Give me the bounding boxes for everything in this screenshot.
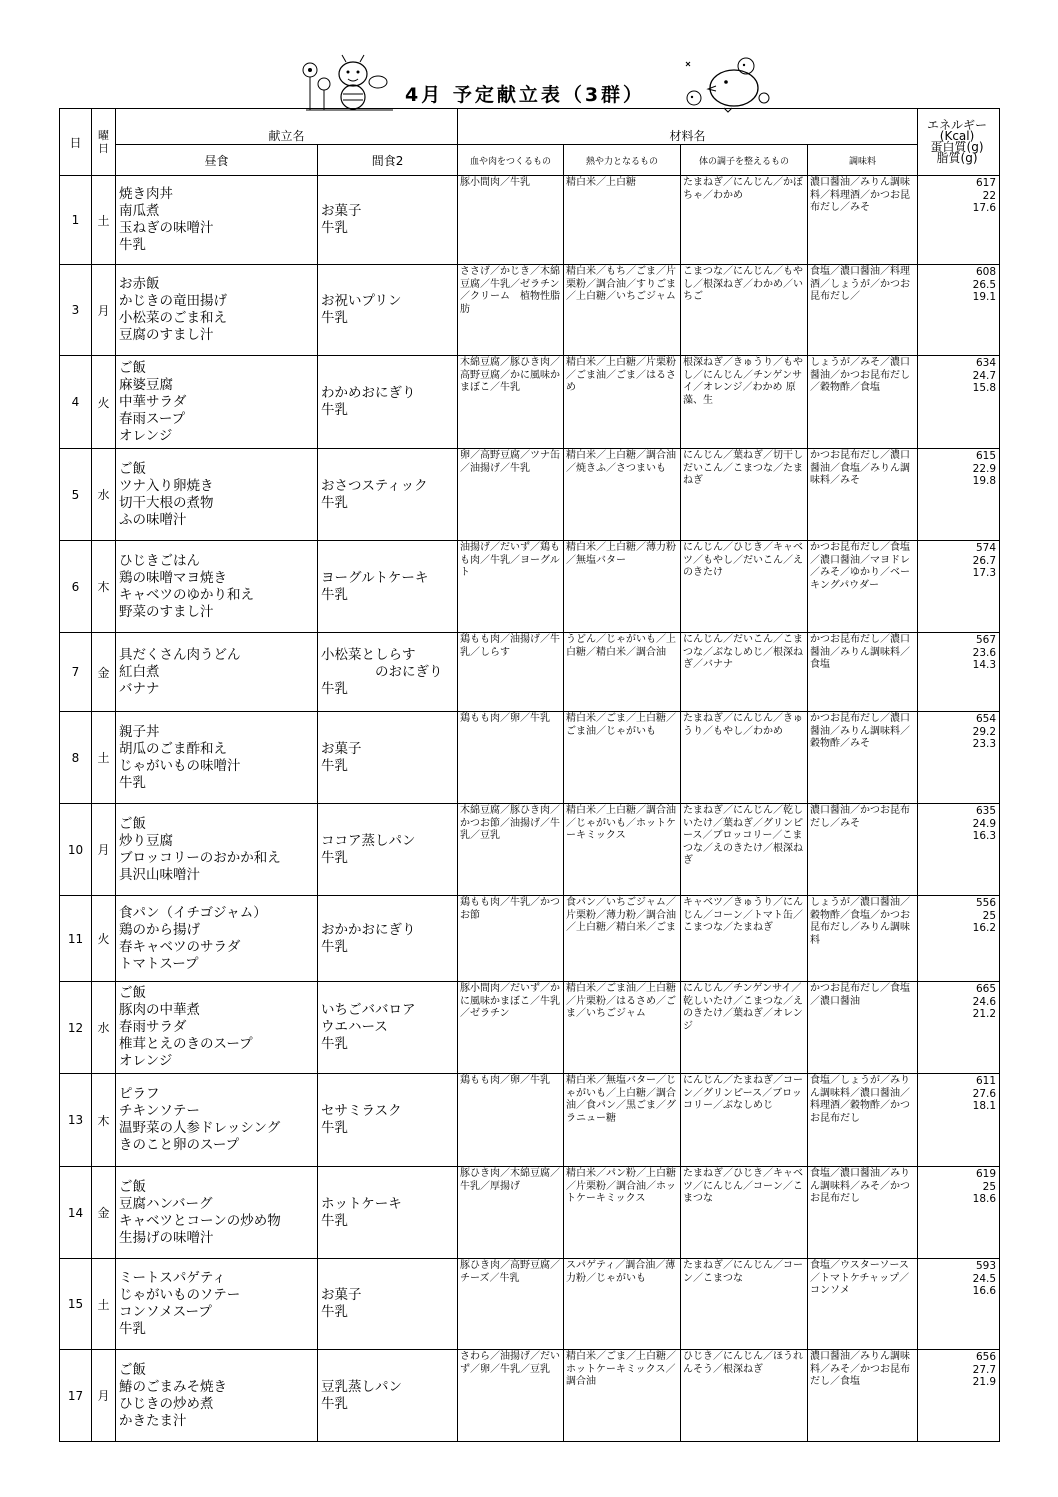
header-menu-group: 献立名 xyxy=(116,109,458,145)
nutrition-fat: 17.6 xyxy=(972,202,997,214)
header-energy: エネルギー(Kcal) xyxy=(927,118,988,143)
weekday-cell: 火 xyxy=(92,896,116,982)
nutrition-cell xyxy=(918,541,1000,633)
snack-item: ココア蒸しパン xyxy=(321,832,416,849)
nutrition-cell xyxy=(918,356,1000,449)
lunch-dish: ひじきの炒め煮 xyxy=(119,1395,214,1412)
seasoning-cell: 食塩／濃口醤油／料理酒／しょうが／かつお昆布だし／ xyxy=(808,265,918,356)
nutrition-protein: 24.6 xyxy=(972,995,997,1008)
nutrition-kcal: 556 xyxy=(975,897,997,909)
snack-item: 牛乳 xyxy=(321,1212,348,1229)
snack-item: 牛乳 xyxy=(321,586,348,603)
lunch-cell xyxy=(116,449,318,541)
lunch-dish: 春雨サラダ xyxy=(119,1019,187,1035)
nutrition-protein: 25 xyxy=(982,1180,997,1193)
nutrition-kcal: 654 xyxy=(975,713,997,725)
nutrition-fat: 21.2 xyxy=(972,1008,997,1020)
energy-ingredients-cell: 精白米／パン粉／上白糖／片栗粉／調合油／ホットケーキミックス xyxy=(564,1167,681,1259)
lunch-dish: かきたま汁 xyxy=(119,1412,187,1429)
table-row xyxy=(60,804,1000,896)
nutrition-fat: 16.6 xyxy=(972,1285,997,1297)
day-cell: 8 xyxy=(60,712,92,804)
seasoning-cell: かつお昆布だし／食塩／濃口醤油 xyxy=(808,982,918,1074)
nutrition-cell xyxy=(918,896,1000,982)
snack-item: ヨーグルトケーキ xyxy=(321,569,429,586)
nutrition-protein: 29.2 xyxy=(972,725,997,738)
weekday-cell: 水 xyxy=(92,982,116,1074)
energy-ingredients-cell: スパゲティ／調合油／薄力粉／じゃがいも xyxy=(564,1259,681,1350)
nutrition-fat: 16.2 xyxy=(972,922,997,934)
blood-ingredients-cell: 木綿豆腐／豚ひき肉／かつお節／油揚げ／牛乳／豆乳 xyxy=(458,804,564,896)
weekday-cell: 土 xyxy=(92,1259,116,1350)
day-cell: 10 xyxy=(60,804,92,896)
lunch-dish: ご飯 xyxy=(119,359,146,376)
snack-item: セサミラスク xyxy=(321,1103,402,1119)
energy-ingredients-cell: 精白米／無塩バター／じゃがいも／上白糖／調合油／食パン／黒ごま／グラニュー糖 xyxy=(564,1074,681,1167)
header-nutrition xyxy=(918,109,1000,176)
nutrition-fat: 15.8 xyxy=(972,382,997,394)
energy-ingredients-cell: 精白米／上白糖／調合油／じゃがいも／ホットケーキミックス xyxy=(564,804,681,896)
weekday-cell: 土 xyxy=(92,176,116,265)
snack-cell xyxy=(318,176,458,265)
weekday-cell: 火 xyxy=(92,356,116,449)
header-blood: 血や肉をつくるもの xyxy=(458,145,564,176)
table-row xyxy=(60,1167,1000,1259)
lunch-cell xyxy=(116,712,318,804)
energy-ingredients-cell: 精白米／上白糖／調合油／焼きふ／さつまいも xyxy=(564,449,681,541)
day-cell: 11 xyxy=(60,896,92,982)
nutrition-kcal: 634 xyxy=(975,357,997,369)
snack-item: ホットケーキ xyxy=(321,1195,402,1212)
lunch-dish: 温野菜の人参ドレッシング xyxy=(119,1120,281,1136)
blood-ingredients-cell: 鶏もも肉／卵／牛乳 xyxy=(458,712,564,804)
lunch-dish: 小松菜のごま和え xyxy=(119,310,227,326)
nutrition-protein: 23.6 xyxy=(972,646,997,659)
header-lunch: 昼食 xyxy=(116,145,318,176)
table-row xyxy=(60,356,1000,449)
energy-ingredients-cell: 精白米／ごま／上白糖／ごま油／じゃがいも xyxy=(564,712,681,804)
snack-cell xyxy=(318,541,458,633)
snack-item: 牛乳 xyxy=(321,310,348,326)
table-row xyxy=(60,1074,1000,1167)
lunch-dish: 中華サラダ xyxy=(119,393,187,410)
header-weekday: 曜日 xyxy=(92,109,116,176)
lunch-dish: 豚肉の中華煮 xyxy=(119,1002,200,1018)
nutrition-protein: 22.9 xyxy=(972,462,997,475)
day-cell: 14 xyxy=(60,1167,92,1259)
blood-ingredients-cell: 豚小間肉／だいず／かに風味かまぼこ／牛乳／ゼラチン xyxy=(458,982,564,1074)
menu-table xyxy=(59,108,1000,1442)
lunch-dish: 牛乳 xyxy=(119,1321,146,1337)
snack-item: 小松菜としらす xyxy=(321,646,416,663)
title-area xyxy=(0,52,1058,112)
seasoning-cell: かつお昆布だし／濃口醤油／みりん調味料／穀物酢／みそ xyxy=(808,712,918,804)
lunch-dish: ツナ入り卵焼き xyxy=(119,477,214,494)
seasoning-cell: しょうが／濃口醤油／穀物酢／食塩／かつお昆布だし／みりん調味料 xyxy=(808,896,918,982)
nutrition-kcal: 665 xyxy=(975,983,997,995)
nutrition-fat: 21.9 xyxy=(972,1376,997,1388)
nutrition-kcal: 567 xyxy=(975,634,997,646)
blood-ingredients-cell: 鶏もも肉／牛乳／かつお節 xyxy=(458,896,564,982)
seasoning-cell: 食塩／しょうが／みりん調味料／濃口醤油／料理酒／穀物酢／かつお昆布だし xyxy=(808,1074,918,1167)
weekday-cell: 水 xyxy=(92,449,116,541)
lunch-dish: オレンジ xyxy=(119,1053,173,1069)
lunch-dish: 鶏のから揚げ xyxy=(119,921,200,938)
snack-item: わかめおにぎり xyxy=(321,385,416,401)
lunch-dish: かじきの竜田揚げ xyxy=(119,293,227,309)
body-ingredients-cell: たまねぎ／ひじき／キャベツ／にんじん／コーン／こまつな xyxy=(681,1167,808,1259)
nutrition-fat: 23.3 xyxy=(972,738,997,750)
table-row xyxy=(60,265,1000,356)
day-cell: 17 xyxy=(60,1350,92,1442)
nutrition-protein: 26.5 xyxy=(972,278,997,291)
energy-ingredients-cell: 精白米／もち／ごま／片栗粉／調合油／すりごま／上白糖／いちごジャム xyxy=(564,265,681,356)
lunch-dish: ふの味噌汁 xyxy=(119,511,187,528)
blood-ingredients-cell: 豚小間肉／牛乳 xyxy=(458,176,564,265)
seasoning-cell: 食塩／濃口醤油／みりん調味料／みそ／かつお昆布だし xyxy=(808,1167,918,1259)
nutrition-protein: 24.7 xyxy=(972,369,997,382)
snack-item: 牛乳 xyxy=(321,1036,348,1052)
snack-item: お菓子 xyxy=(321,1287,362,1303)
nutrition-fat: 16.3 xyxy=(972,830,997,842)
snack-cell xyxy=(318,1259,458,1350)
lunch-cell xyxy=(116,1167,318,1259)
snack-item: お菓子 xyxy=(321,740,362,757)
snack-item: 牛乳 xyxy=(321,220,348,236)
header-energy-foods: 熱や力となるもの xyxy=(564,145,681,176)
lunch-cell xyxy=(116,804,318,896)
snack-item: ウエハース xyxy=(321,1019,388,1035)
nutrition-fat: 18.1 xyxy=(972,1100,997,1112)
nutrition-fat: 18.6 xyxy=(972,1193,997,1205)
lunch-dish: 牛乳 xyxy=(119,774,146,791)
nutrition-kcal: 635 xyxy=(975,805,997,817)
energy-ingredients-cell: 精白米／ごま油／上白糖／片栗粉／はるさめ／ごま／いちごジャム xyxy=(564,982,681,1074)
lunch-dish: 具だくさん肉うどん xyxy=(119,646,241,663)
lunch-cell xyxy=(116,896,318,982)
weekday-cell: 月 xyxy=(92,265,116,356)
snack-cell xyxy=(318,982,458,1074)
table-row xyxy=(60,541,1000,633)
nutrition-protein: 25 xyxy=(982,909,997,922)
header-body: 体の調子を整えるもの xyxy=(681,145,808,176)
lunch-dish: ご飯 xyxy=(119,815,146,832)
lunch-dish: 牛乳 xyxy=(119,237,146,253)
snack-item: お菓子 xyxy=(321,203,362,219)
snack-item: 牛乳 xyxy=(321,1395,348,1412)
day-cell: 7 xyxy=(60,633,92,712)
snack-cell xyxy=(318,1350,458,1442)
body-ingredients-cell: キャベツ／きゅうり／にんじん／コーン／トマト缶／こまつな／たまねぎ xyxy=(681,896,808,982)
weekday-cell: 木 xyxy=(92,1074,116,1167)
lunch-dish: チキンソテー xyxy=(119,1103,200,1119)
header-protein: 蛋白質(g) xyxy=(930,140,984,154)
header-snack: 間食2 xyxy=(318,145,458,176)
lunch-dish: 鶏の味噌マヨ焼き xyxy=(119,569,227,586)
energy-ingredients-cell: 食パン／いちごジャム／片栗粉／薄力粉／調合油／上白糖／精白米／ごま xyxy=(564,896,681,982)
snack-item: 牛乳 xyxy=(321,849,348,866)
blood-ingredients-cell: 木綿豆腐／豚ひき肉／高野豆腐／かに風味かまぼこ／牛乳 xyxy=(458,356,564,449)
lunch-dish: キャベツとコーンの炒め物 xyxy=(119,1212,281,1229)
lunch-cell xyxy=(116,1259,318,1350)
lunch-dish: ご飯 xyxy=(119,1178,146,1195)
nutrition-fat: 14.3 xyxy=(972,659,997,671)
snack-cell xyxy=(318,449,458,541)
nutrition-kcal: 656 xyxy=(975,1351,997,1363)
lunch-dish: 具沢山味噌汁 xyxy=(119,866,200,883)
lunch-dish: ミートスパゲティ xyxy=(119,1270,226,1286)
table-row xyxy=(60,633,1000,712)
weekday-cell: 木 xyxy=(92,541,116,633)
blood-ingredients-cell: 豚ひき肉／高野豆腐／チーズ／牛乳 xyxy=(458,1259,564,1350)
day-cell: 15 xyxy=(60,1259,92,1350)
lunch-dish: じゃがいものソテー xyxy=(119,1287,241,1303)
snack-item: 牛乳 xyxy=(321,402,348,418)
seasoning-cell: かつお昆布だし／濃口醤油／みりん調味料／食塩 xyxy=(808,633,918,712)
lunch-dish: 炒り豆腐 xyxy=(119,832,173,849)
snack-item: 牛乳 xyxy=(321,757,348,774)
snack-cell xyxy=(318,1074,458,1167)
lunch-dish: ピラフ xyxy=(119,1086,160,1102)
body-ingredients-cell: にんじん／葉ねぎ／切干しだいこん／こまつな／たまねぎ xyxy=(681,449,808,541)
nutrition-fat: 19.8 xyxy=(972,475,997,487)
snack-item: おかかおにぎり xyxy=(321,921,416,938)
snack-item: 牛乳 xyxy=(321,938,348,955)
lunch-dish: コンソメスープ xyxy=(119,1304,212,1320)
lunch-dish: 春雨スープ xyxy=(119,410,186,427)
seasoning-cell: 濃口醤油／みりん調味料／料理酒／かつお昆布だし／みそ xyxy=(808,176,918,265)
lunch-cell xyxy=(116,356,318,449)
lunch-dish: バナナ xyxy=(119,680,160,697)
energy-ingredients-cell: 精白米／上白糖／片栗粉／ごま油／ごま／はるさめ xyxy=(564,356,681,449)
snack-item: お祝いプリン xyxy=(321,293,402,309)
snack-item: 牛乳 xyxy=(321,1304,348,1320)
lunch-dish: じゃがいもの味噌汁 xyxy=(119,757,241,774)
nutrition-cell xyxy=(918,1074,1000,1167)
lunch-cell xyxy=(116,633,318,712)
lunch-dish: ご飯 xyxy=(119,1361,146,1378)
weekday-cell: 金 xyxy=(92,633,116,712)
snack-item: 牛乳 xyxy=(321,680,348,697)
lunch-cell xyxy=(116,982,318,1074)
seasoning-cell: かつお昆布だし／濃口醤油／食塩／みりん調味料／みそ xyxy=(808,449,918,541)
lunch-dish: 紅白煮 xyxy=(119,663,160,680)
snack-item: いちごババロア xyxy=(321,1002,416,1018)
nutrition-fat: 19.1 xyxy=(972,291,997,303)
day-cell: 5 xyxy=(60,449,92,541)
nutrition-protein: 24.5 xyxy=(972,1272,997,1285)
nutrition-protein: 27.6 xyxy=(972,1087,997,1100)
header-day: 日 xyxy=(60,109,92,176)
bee-flower-illustration xyxy=(298,52,398,114)
table-row xyxy=(60,1259,1000,1350)
table-row xyxy=(60,712,1000,804)
nutrition-cell xyxy=(918,1259,1000,1350)
blood-ingredients-cell: 鶏もも肉／卵／牛乳 xyxy=(458,1074,564,1167)
nutrition-kcal: 619 xyxy=(975,1168,997,1180)
snack-cell xyxy=(318,896,458,982)
nutrition-cell xyxy=(918,265,1000,356)
blood-ingredients-cell: さわら／油揚げ／だいず／卵／牛乳／豆乳 xyxy=(458,1350,564,1442)
nutrition-kcal: 608 xyxy=(975,266,997,278)
seasoning-cell: 濃口醤油／みりん調味料／みそ／かつお昆布だし／食塩 xyxy=(808,1350,918,1442)
body-ingredients-cell: 根深ねぎ／きゅうり／もやし／にんじん／チンゲンサイ／オレンジ／わかめ 原藻、生 xyxy=(681,356,808,449)
lunch-dish: 麻婆豆腐 xyxy=(119,376,173,393)
snack-item: 牛乳 xyxy=(321,1120,348,1136)
day-cell: 6 xyxy=(60,541,92,633)
snack-item: 牛乳 xyxy=(321,494,348,511)
header-ingredients-group: 材料名 xyxy=(458,109,918,145)
weekday-cell: 月 xyxy=(92,804,116,896)
lunch-dish: お赤飯 xyxy=(119,276,160,292)
snack-cell xyxy=(318,804,458,896)
nutrition-protein: 26.7 xyxy=(972,554,997,567)
seasoning-cell: かつお昆布だし／食塩／濃口醤油／マヨドレ／みそ／ゆかり／ベーキングパウダー xyxy=(808,541,918,633)
day-cell: 3 xyxy=(60,265,92,356)
nutrition-cell xyxy=(918,633,1000,712)
header-fat: 脂質(g) xyxy=(936,151,978,165)
table-row xyxy=(60,1350,1000,1442)
lunch-dish: ひじきごはん xyxy=(119,552,200,569)
lunch-dish: 南瓜煮 xyxy=(119,203,160,219)
lunch-cell xyxy=(116,1074,318,1167)
lunch-dish: トマトスープ xyxy=(119,955,199,972)
lunch-dish: 親子丼 xyxy=(119,723,160,740)
body-ingredients-cell: にんじん／たまねぎ／コーン／グリンピース／ブロッコリー／ぶなしめじ xyxy=(681,1074,808,1167)
day-cell: 1 xyxy=(60,176,92,265)
table-row xyxy=(60,449,1000,541)
lunch-dish: きのこと卵のスープ xyxy=(119,1137,240,1153)
lunch-dish: ご飯 xyxy=(119,985,146,1001)
nutrition-kcal: 617 xyxy=(975,177,997,189)
day-cell: 12 xyxy=(60,982,92,1074)
blood-ingredients-cell: ささげ／かじき／木綿豆腐／牛乳／ゼラチン／クリーム 植物性脂肪 xyxy=(458,265,564,356)
menu-rows xyxy=(60,176,1000,1442)
body-ingredients-cell: ひじき／にんじん／ほうれんそう／根深ねぎ xyxy=(681,1350,808,1442)
lunch-cell xyxy=(116,541,318,633)
lunch-dish: 野菜のすまし汁 xyxy=(119,603,214,620)
lunch-cell xyxy=(116,1350,318,1442)
lunch-dish: ブロッコリーのおかか和え xyxy=(119,849,281,866)
nutrition-cell xyxy=(918,712,1000,804)
weekday-cell: 金 xyxy=(92,1167,116,1259)
lunch-dish: 生揚げの味噌汁 xyxy=(119,1229,214,1246)
blood-ingredients-cell: 卵／高野豆腐／ツナ缶／油揚げ／牛乳 xyxy=(458,449,564,541)
lunch-dish: 豆腐のすまし汁 xyxy=(119,327,214,343)
body-ingredients-cell: こまつな／にんじん／もやし／根深ねぎ／わかめ／いちご xyxy=(681,265,808,356)
nutrition-cell xyxy=(918,1167,1000,1259)
seasoning-cell: 食塩／ウスターソース／トマトケチャップ／コンソメ xyxy=(808,1259,918,1350)
nutrition-cell xyxy=(918,1350,1000,1442)
bird-illustration xyxy=(676,52,776,114)
seasoning-cell: 濃口醤油／かつお昆布だし／みそ xyxy=(808,804,918,896)
blood-ingredients-cell: 油揚げ／だいず／鶏もも肉／牛乳／ヨーグルト xyxy=(458,541,564,633)
lunch-dish: 椎茸とえのきのスープ xyxy=(119,1036,253,1052)
snack-item: 豆乳蒸しパン xyxy=(321,1378,402,1395)
lunch-dish: 豆腐ハンバーグ xyxy=(119,1195,213,1212)
snack-cell xyxy=(318,633,458,712)
nutrition-cell xyxy=(918,449,1000,541)
lunch-dish: オレンジ xyxy=(119,427,173,444)
day-cell: 13 xyxy=(60,1074,92,1167)
body-ingredients-cell: たまねぎ／にんじん／乾しいたけ／葉ねぎ／グリンピース／ブロッコリー／こまつな／えのきたけ／根深ねぎ xyxy=(681,804,808,896)
nutrition-protein: 24.9 xyxy=(972,817,997,830)
snack-cell xyxy=(318,356,458,449)
nutrition-cell xyxy=(918,176,1000,265)
lunch-cell xyxy=(116,265,318,356)
body-ingredients-cell: にんじん／だいこん／こまつな／ぶなしめじ／根深ねぎ／バナナ xyxy=(681,633,808,712)
table-row xyxy=(60,176,1000,265)
body-ingredients-cell: たまねぎ／にんじん／きゅうり／もやし／わかめ xyxy=(681,712,808,804)
lunch-dish: ご飯 xyxy=(119,460,146,477)
lunch-dish: 鰆のごまみそ焼き xyxy=(119,1378,227,1395)
lunch-cell xyxy=(116,176,318,265)
blood-ingredients-cell: 鶏もも肉／油揚げ／牛乳／しらす xyxy=(458,633,564,712)
energy-ingredients-cell: 精白米／上白糖／薄力粉／無塩バター xyxy=(564,541,681,633)
header-seasoning: 調味料 xyxy=(808,145,918,176)
lunch-dish: 食パン（イチゴジャム） xyxy=(119,904,267,921)
weekday-cell: 土 xyxy=(92,712,116,804)
page-title: 4月 予定献立表（3群） xyxy=(405,84,646,106)
lunch-dish: 胡瓜のごま酢和え xyxy=(119,740,227,757)
body-ingredients-cell: にんじん／チンゲンサイ／乾しいたけ／こまつな／えのきたけ／葉ねぎ／オレンジ xyxy=(681,982,808,1074)
weekday-cell: 月 xyxy=(92,1350,116,1442)
body-ingredients-cell: たまねぎ／にんじん／コーン／こまつな xyxy=(681,1259,808,1350)
nutrition-kcal: 615 xyxy=(975,450,997,462)
day-cell: 4 xyxy=(60,356,92,449)
nutrition-protein: 22 xyxy=(982,189,997,202)
nutrition-fat: 17.3 xyxy=(972,567,997,579)
nutrition-cell xyxy=(918,982,1000,1074)
body-ingredients-cell: たまねぎ／にんじん／かぼちゃ／わかめ xyxy=(681,176,808,265)
snack-item: のおにぎり xyxy=(321,663,443,680)
snack-cell xyxy=(318,1167,458,1259)
energy-ingredients-cell: 精白米／ごま／上白糖／ホットケーキミックス／調合油 xyxy=(564,1350,681,1442)
lunch-dish: 春キャベツのサラダ xyxy=(119,938,241,955)
nutrition-kcal: 593 xyxy=(975,1260,997,1272)
lunch-dish: 焼き肉丼 xyxy=(119,186,173,202)
lunch-dish: キャベツのゆかり和え xyxy=(119,586,254,603)
table-row xyxy=(60,982,1000,1074)
seasoning-cell: しょうが／みそ／濃口醤油／かつお昆布だし／穀物酢／食塩 xyxy=(808,356,918,449)
nutrition-kcal: 611 xyxy=(975,1075,997,1087)
snack-item: おさつスティック xyxy=(321,477,428,494)
table-row xyxy=(60,896,1000,982)
lunch-dish: 玉ねぎの味噌汁 xyxy=(119,220,214,236)
nutrition-protein: 27.7 xyxy=(972,1363,997,1376)
blood-ingredients-cell: 豚ひき肉／木綿豆腐／牛乳／厚揚げ xyxy=(458,1167,564,1259)
nutrition-cell xyxy=(918,804,1000,896)
energy-ingredients-cell: うどん／じゃがいも／上白糖／精白米／調合油 xyxy=(564,633,681,712)
nutrition-kcal: 574 xyxy=(975,542,997,554)
snack-cell xyxy=(318,712,458,804)
snack-cell xyxy=(318,265,458,356)
lunch-dish: 切干大根の煮物 xyxy=(119,494,214,511)
body-ingredients-cell: にんじん／ひじき／キャベツ／もやし／だいこん／えのきたけ xyxy=(681,541,808,633)
energy-ingredients-cell: 精白米／上白糖 xyxy=(564,176,681,265)
